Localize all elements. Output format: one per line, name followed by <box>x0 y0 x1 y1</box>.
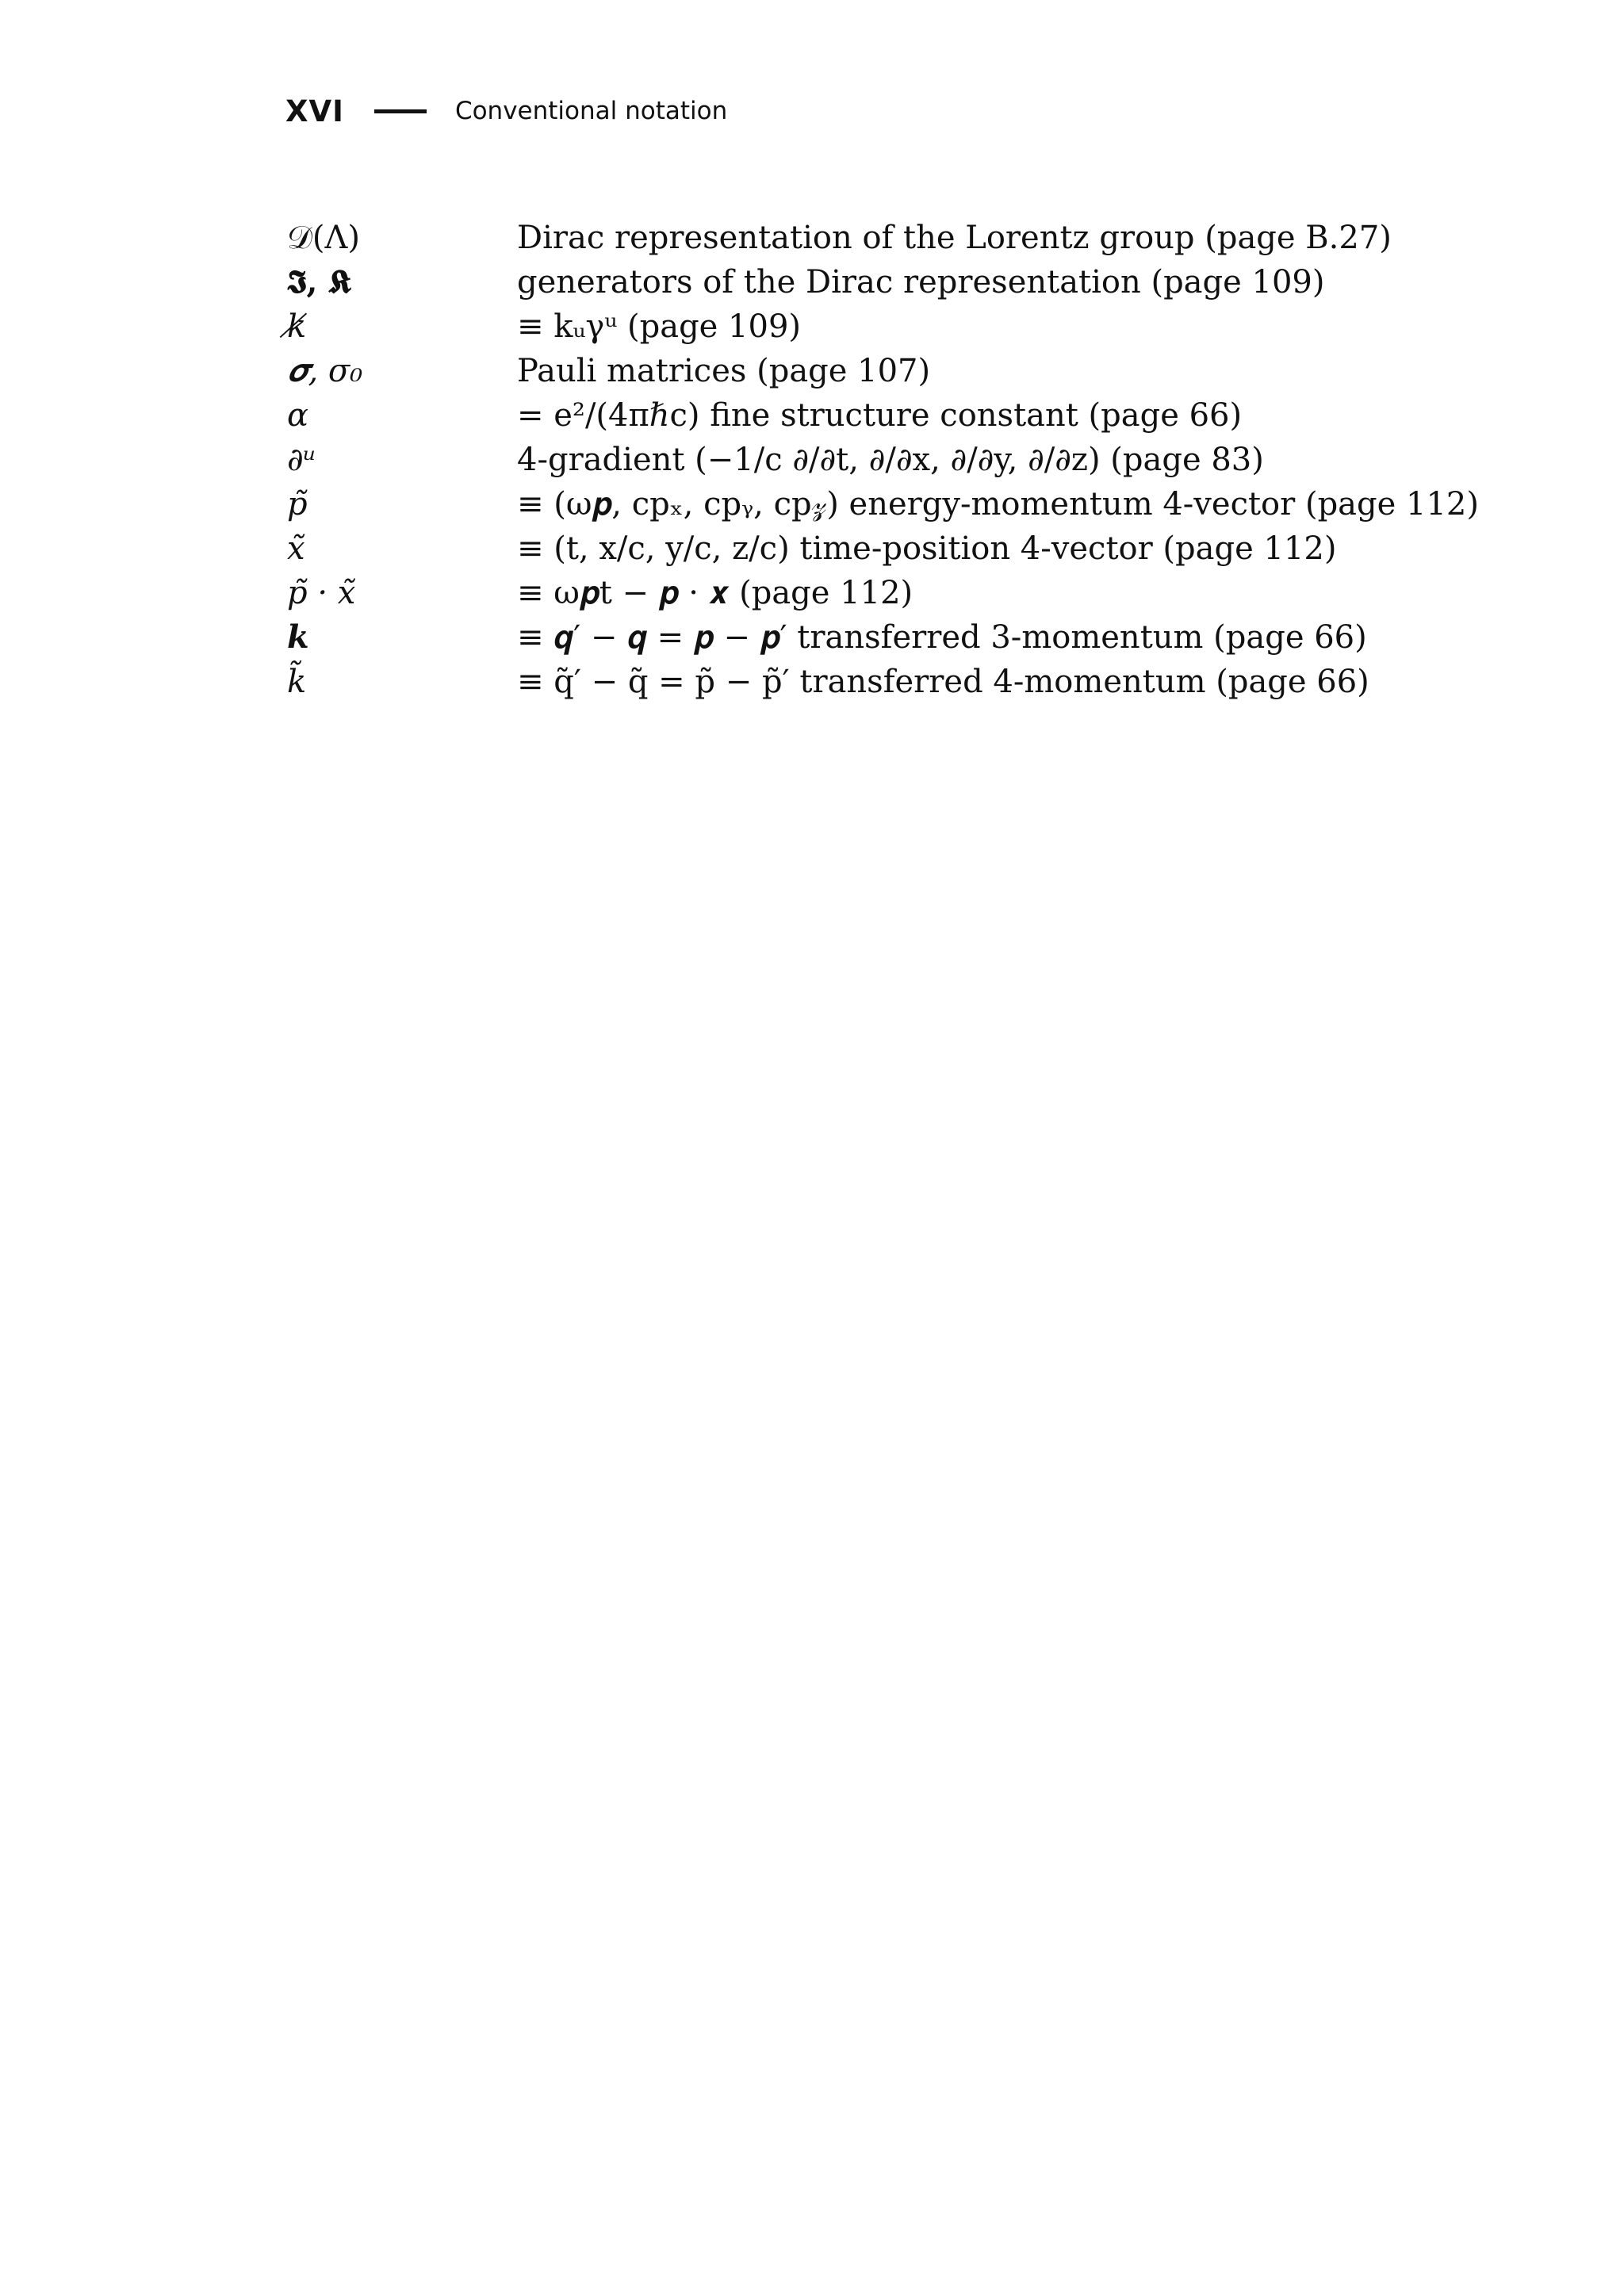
notation-definition: ≡ (t, x/c, y/c, z/c) time-position 4-vector (page 112) <box>517 530 1337 567</box>
notation-definition: ≡ q̃′ − q̃ = p̃ − p̃′ transferred 4-momentum (page 66) <box>517 664 1369 700</box>
notation-definition: ≡ kᵤγᵘ (page 109) <box>517 308 802 345</box>
header-rule <box>374 109 427 113</box>
notation-symbol: k̃ <box>287 664 307 700</box>
notation-list <box>287 216 1479 704</box>
notation-symbol: p̃ <box>287 486 308 523</box>
notation-row <box>287 482 1479 526</box>
notation-row <box>287 216 1445 260</box>
notation-symbol: 𝝈, σ₀ <box>287 353 363 389</box>
notation-row <box>287 260 1445 304</box>
notation-symbol: 𝒟(Λ) <box>287 220 361 256</box>
notation-definition: Pauli matrices (page 107) <box>517 353 931 389</box>
notation-definition: Dirac representation of the Lorentz group (page B.27) <box>517 220 1392 256</box>
notation-symbol: ∂ᵘ <box>287 442 316 478</box>
notation-symbol: 𝒌 <box>287 618 309 656</box>
running-title: Conventional notation <box>454 97 728 125</box>
page-number: XVI <box>285 94 344 128</box>
notation-row <box>287 526 1445 571</box>
notation-row <box>287 349 1445 393</box>
notation-row <box>287 438 1445 482</box>
notation-symbol: α <box>287 397 309 434</box>
notation-definition: ≡ (ω𝒑, cpₓ, cpᵧ, cp𝓏) energy-momentum 4-vector (page 112) <box>517 486 1479 523</box>
notation-definition: generators of the Dirac representation (page 109) <box>517 264 1325 301</box>
notation-definition: ≡ 𝒒′ − 𝒒 = 𝒑 − 𝒑′ transferred 3-momentum (page 66) <box>517 619 1367 656</box>
notation-row <box>287 615 1445 660</box>
notation-row <box>287 393 1445 438</box>
notation-symbol: k̸ <box>287 308 307 345</box>
notation-definition: = e²/(4πℏc) fine structure constant (page 66) <box>517 397 1243 434</box>
notation-row <box>287 304 1445 349</box>
notation-symbol: x̃ <box>287 530 305 567</box>
notation-definition: ≡ ω𝒑t − 𝒑 · 𝒙 (page 112) <box>517 575 914 611</box>
notation-symbol: p̃ · x̃ <box>287 575 356 611</box>
notation-definition: 4-gradient (−1/c ∂/∂t, ∂/∂x, ∂/∂y, ∂/∂z) (page 83) <box>517 442 1264 478</box>
notation-symbol: 𝕴, 𝕶 <box>287 263 351 301</box>
notation-row <box>287 660 1445 704</box>
notation-row <box>287 571 1445 615</box>
running-header <box>285 89 727 133</box>
